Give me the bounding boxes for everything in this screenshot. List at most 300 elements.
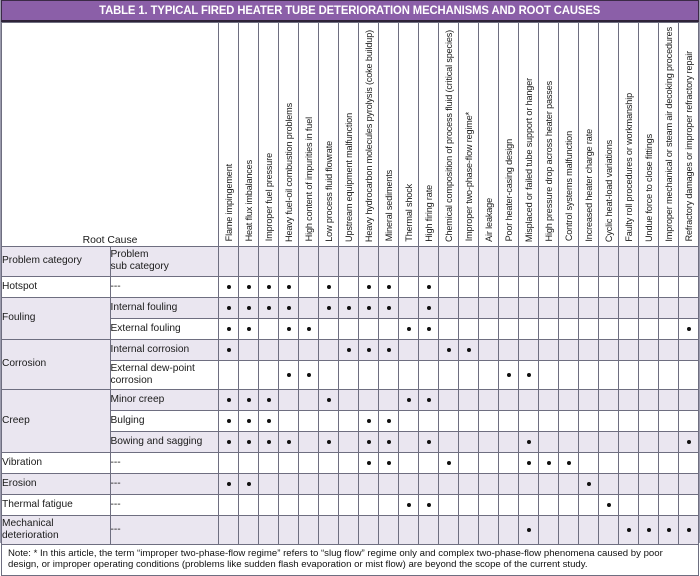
matrix-cell: [259, 431, 279, 452]
table-row: [2, 494, 699, 515]
matrix-cell: [299, 276, 319, 297]
matrix-cell: [479, 494, 499, 515]
mark-dot-icon: [447, 461, 451, 465]
matrix-cell: [659, 360, 679, 389]
subheader-spacer: [419, 246, 439, 276]
mark-dot-icon: [307, 327, 311, 331]
matrix-cell: [419, 494, 439, 515]
matrix-cell: [219, 410, 239, 431]
matrix-cell: [659, 515, 679, 544]
matrix-cell: [679, 318, 699, 339]
matrix-cell: [619, 360, 639, 389]
matrix-cell: [259, 410, 279, 431]
matrix-cell: [459, 473, 479, 494]
matrix-cell: [359, 494, 379, 515]
matrix-cell: [219, 360, 239, 389]
matrix-cell: [639, 410, 659, 431]
column-header-18: [559, 23, 579, 247]
problem-subcategory-cell: ---: [110, 276, 219, 297]
mark-dot-icon: [427, 503, 431, 507]
problem-subcategory-cell: Bowing and sagging: [110, 431, 219, 452]
matrix-cell: [419, 452, 439, 473]
matrix-cell: [679, 494, 699, 515]
matrix-cell: [459, 318, 479, 339]
matrix-cell: [239, 494, 259, 515]
matrix-cell: [479, 297, 499, 318]
matrix-cell: [539, 389, 559, 410]
matrix-cell: [579, 452, 599, 473]
matrix-cell: [399, 494, 419, 515]
subheader-spacer: [679, 246, 699, 276]
mark-dot-icon: [267, 419, 271, 423]
subheader-spacer: [239, 246, 259, 276]
mark-dot-icon: [227, 306, 231, 310]
mark-dot-icon: [247, 306, 251, 310]
table-row: [2, 389, 699, 410]
table-row: [2, 276, 699, 297]
subheader-spacer: [559, 246, 579, 276]
mark-dot-icon: [527, 440, 531, 444]
column-header-label: Control systems malfunction: [564, 131, 574, 242]
matrix-cell: [539, 276, 559, 297]
mark-dot-icon: [267, 285, 271, 289]
mark-dot-icon: [247, 482, 251, 486]
problem-subcategory-cell: Minor creep: [110, 389, 219, 410]
matrix-cell: [379, 431, 399, 452]
subheader-spacer: [539, 246, 559, 276]
column-header-2: [239, 23, 259, 247]
table-row: [2, 297, 699, 318]
matrix-cell: [559, 431, 579, 452]
matrix-cell: [279, 494, 299, 515]
column-header-label: Cyclic heat-load variations: [604, 139, 614, 242]
matrix-cell: [239, 473, 259, 494]
matrix-cell: [399, 410, 419, 431]
matrix-cell: [299, 410, 319, 431]
matrix-cell: [479, 410, 499, 431]
matrix-cell: [639, 318, 659, 339]
page-title: TABLE 1. TYPICAL FIRED HEATER TUBE DETERIORATION MECHANISMS AND ROOT CAUSES: [99, 4, 601, 17]
matrix-cell: [559, 410, 579, 431]
mark-dot-icon: [627, 528, 631, 532]
matrix-cell: [479, 431, 499, 452]
subheader-spacer: [359, 246, 379, 276]
matrix-cell: [319, 452, 339, 473]
matrix-cell: [619, 452, 639, 473]
column-header-19: [579, 23, 599, 247]
problem-subcategory-cell: External fouling: [110, 318, 219, 339]
matrix-cell: [299, 389, 319, 410]
matrix-cell: [659, 389, 679, 410]
matrix-cell: [579, 389, 599, 410]
problem-subcategory-cell: Bulging: [110, 410, 219, 431]
mark-dot-icon: [247, 440, 251, 444]
mark-dot-icon: [507, 373, 511, 377]
matrix-cell: [539, 473, 559, 494]
matrix-cell: [599, 515, 619, 544]
matrix-cell: [459, 494, 479, 515]
matrix-cell: [559, 297, 579, 318]
matrix-cell: [219, 431, 239, 452]
column-header-5: [299, 23, 319, 247]
subheader-spacer: [299, 246, 319, 276]
matrix-cell: [299, 431, 319, 452]
column-header-label: Undue force to close fittings: [644, 133, 654, 242]
matrix-cell: [339, 452, 359, 473]
matrix-cell: [499, 473, 519, 494]
matrix-cell: [559, 515, 579, 544]
matrix-cell: [339, 494, 359, 515]
matrix-cell: [599, 431, 619, 452]
matrix-cell: [499, 276, 519, 297]
matrix-cell: [299, 515, 319, 544]
matrix-cell: [639, 494, 659, 515]
matrix-cell: [339, 389, 359, 410]
subheader-spacer: [639, 246, 659, 276]
mark-dot-icon: [467, 348, 471, 352]
column-header-label: Upstream equipment malfunction: [344, 112, 354, 242]
matrix-cell: [379, 494, 399, 515]
matrix-cell: [579, 410, 599, 431]
matrix-cell: [419, 515, 439, 544]
matrix-cell: [359, 452, 379, 473]
matrix-cell: [459, 360, 479, 389]
matrix-cell: [519, 452, 539, 473]
matrix-cell: [359, 360, 379, 389]
matrix-cell: [399, 276, 419, 297]
matrix-cell: [579, 276, 599, 297]
matrix-cell: [439, 410, 459, 431]
column-header-label: High content of impurities in fuel: [304, 117, 314, 242]
mark-dot-icon: [287, 306, 291, 310]
problem-subcategory-cell: External dew-point corrosion: [110, 360, 219, 389]
column-header-row: [2, 23, 699, 247]
problem-category-cell: Fouling: [2, 297, 111, 339]
matrix-cell: [399, 431, 419, 452]
matrix-cell: [619, 494, 639, 515]
matrix-cell: [519, 431, 539, 452]
matrix-cell: [219, 339, 239, 360]
matrix-cell: [559, 276, 579, 297]
mark-dot-icon: [427, 285, 431, 289]
matrix-cell: [299, 318, 319, 339]
matrix-cell: [559, 494, 579, 515]
matrix-cell: [279, 339, 299, 360]
matrix-cell: [459, 339, 479, 360]
matrix-cell: [259, 297, 279, 318]
matrix-cell: [299, 494, 319, 515]
subheader-spacer: [439, 246, 459, 276]
matrix-cell: [539, 318, 559, 339]
matrix-cell: [299, 297, 319, 318]
mark-dot-icon: [267, 440, 271, 444]
column-header-24: [679, 23, 699, 247]
matrix-cell: [379, 452, 399, 473]
table-row: [2, 515, 699, 544]
mark-dot-icon: [247, 327, 251, 331]
matrix-cell: [679, 452, 699, 473]
column-header-label: Faulty roll procedures or workmanship: [624, 93, 634, 242]
matrix-cell: [319, 389, 339, 410]
matrix-cell: [399, 389, 419, 410]
matrix-cell: [259, 515, 279, 544]
matrix-cell: [499, 389, 519, 410]
matrix-cell: [479, 318, 499, 339]
subheader-spacer: [579, 246, 599, 276]
matrix-cell: [279, 515, 299, 544]
column-header-12: [439, 23, 459, 247]
matrix-cell: [459, 389, 479, 410]
column-header-label: Thermal shock: [404, 183, 414, 242]
column-header-22: [639, 23, 659, 247]
matrix-cell: [399, 515, 419, 544]
matrix-cell: [339, 318, 359, 339]
column-header-3: [259, 23, 279, 247]
mark-dot-icon: [227, 482, 231, 486]
matrix-cell: [479, 389, 499, 410]
column-header-11: [419, 23, 439, 247]
mark-dot-icon: [547, 461, 551, 465]
matrix-cell: [619, 339, 639, 360]
matrix-cell: [639, 276, 659, 297]
matrix-cell: [219, 389, 239, 410]
subheader-spacer: [499, 246, 519, 276]
matrix-cell: [319, 515, 339, 544]
matrix-cell: [599, 318, 619, 339]
mark-dot-icon: [327, 285, 331, 289]
matrix-cell: [639, 339, 659, 360]
matrix-cell: [659, 339, 679, 360]
matrix-cell: [319, 473, 339, 494]
matrix-cell: [519, 297, 539, 318]
column-header-label: Mineral sediments: [384, 170, 394, 242]
matrix-cell: [619, 276, 639, 297]
matrix-cell: [239, 515, 259, 544]
matrix-cell: [679, 473, 699, 494]
column-header-20: [599, 23, 619, 247]
matrix-cell: [559, 318, 579, 339]
matrix-cell: [579, 318, 599, 339]
column-header-10: [399, 23, 419, 247]
matrix-cell: [559, 389, 579, 410]
column-header-8: [359, 23, 379, 247]
matrix-cell: [679, 410, 699, 431]
mark-dot-icon: [527, 528, 531, 532]
matrix-cell: [379, 515, 399, 544]
mark-dot-icon: [287, 373, 291, 377]
matrix-cell: [339, 339, 359, 360]
root-cause-header: Root Cause: [2, 23, 219, 247]
mark-dot-icon: [387, 285, 391, 289]
column-header-17: [539, 23, 559, 247]
matrix-cell: [579, 297, 599, 318]
matrix-cell: [539, 452, 559, 473]
matrix-cell: [519, 515, 539, 544]
mark-dot-icon: [267, 306, 271, 310]
problem-category-cell: Vibration: [2, 452, 111, 473]
mark-dot-icon: [367, 348, 371, 352]
problem-subcategory-cell: ---: [110, 473, 219, 494]
matrix-cell: [679, 431, 699, 452]
matrix-cell: [379, 389, 399, 410]
subheader-spacer: [379, 246, 399, 276]
subheader-spacer: [519, 246, 539, 276]
matrix-cell: [279, 318, 299, 339]
matrix-cell: [619, 473, 639, 494]
subheader-spacer: [399, 246, 419, 276]
matrix-cell: [579, 431, 599, 452]
problem-subcategory-cell: Internal corrosion: [110, 339, 219, 360]
matrix-cell: [399, 339, 419, 360]
mark-dot-icon: [667, 528, 671, 532]
column-header-7: [339, 23, 359, 247]
column-header-label: High pressure drop across heater passes: [544, 81, 554, 242]
matrix-cell: [499, 410, 519, 431]
problem-category-cell: Erosion: [2, 473, 111, 494]
matrix-cell: [599, 389, 619, 410]
matrix-cell: [599, 494, 619, 515]
column-header-label: Low process fluid flowrate: [324, 140, 334, 242]
matrix-cell: [319, 431, 339, 452]
matrix-cell: [639, 360, 659, 389]
matrix-cell: [579, 494, 599, 515]
matrix-cell: [279, 473, 299, 494]
matrix-cell: [579, 515, 599, 544]
matrix-cell: [399, 473, 419, 494]
matrix-cell: [299, 360, 319, 389]
matrix-cell: [639, 297, 659, 318]
column-header-label: Improper two-phase-flow regime*: [464, 112, 474, 242]
matrix-cell: [479, 515, 499, 544]
matrix-cell: [679, 360, 699, 389]
problem-subcategory-cell: Internal fouling: [110, 297, 219, 318]
mark-dot-icon: [367, 285, 371, 289]
matrix-cell: [379, 318, 399, 339]
column-header-6: [319, 23, 339, 247]
matrix-cell: [639, 431, 659, 452]
mark-dot-icon: [367, 419, 371, 423]
matrix-cell: [639, 473, 659, 494]
matrix-cell: [239, 276, 259, 297]
mark-dot-icon: [247, 398, 251, 402]
matrix-cell: [659, 494, 679, 515]
matrix-cell: [599, 276, 619, 297]
matrix-cell: [459, 431, 479, 452]
matrix-cell: [539, 339, 559, 360]
matrix-cell: [239, 389, 259, 410]
matrix-cell: [379, 339, 399, 360]
matrix-cell: [359, 318, 379, 339]
mark-dot-icon: [407, 503, 411, 507]
matrix-cell: [459, 276, 479, 297]
table-row: [2, 339, 699, 360]
matrix-cell: [219, 494, 239, 515]
matrix-cell: [419, 318, 439, 339]
mark-dot-icon: [267, 398, 271, 402]
table-row: [2, 473, 699, 494]
matrix-cell: [479, 452, 499, 473]
matrix-cell: [619, 410, 639, 431]
matrix-cell: [459, 452, 479, 473]
matrix-cell: [479, 360, 499, 389]
matrix-cell: [219, 473, 239, 494]
matrix-cell: [499, 494, 519, 515]
column-header-4: [279, 23, 299, 247]
mark-dot-icon: [427, 440, 431, 444]
matrix-cell: [659, 452, 679, 473]
matrix-cell: [259, 452, 279, 473]
matrix-cell: [439, 389, 459, 410]
column-header-label: High firing rate: [424, 184, 434, 242]
mark-dot-icon: [367, 461, 371, 465]
mark-dot-icon: [527, 373, 531, 377]
matrix-cell: [579, 473, 599, 494]
matrix-cell: [439, 431, 459, 452]
matrix-cell: [459, 515, 479, 544]
matrix-cell: [599, 410, 619, 431]
mark-dot-icon: [387, 306, 391, 310]
matrix-cell: [679, 276, 699, 297]
column-header-label: Misplaced or failed tube support or hanger: [524, 77, 534, 242]
column-header-15: [499, 23, 519, 247]
matrix-cell: [379, 297, 399, 318]
matrix-cell: [379, 360, 399, 389]
matrix-cell: [639, 515, 659, 544]
matrix-cell: [299, 452, 319, 473]
problem-subcategory-cell: ---: [110, 494, 219, 515]
matrix-cell: [359, 473, 379, 494]
mark-dot-icon: [387, 348, 391, 352]
mark-dot-icon: [407, 398, 411, 402]
column-header-label: Air leakage: [484, 197, 494, 242]
matrix-cell: [439, 494, 459, 515]
subheader-spacer: [279, 246, 299, 276]
matrix-cell: [559, 452, 579, 473]
matrix-cell: [279, 452, 299, 473]
table-footnote: Note: * In this article, the term “improper two-phase-flow regime” refers to “slug flow” regime only and complex two-phase-flow phenomena caused by poor design, or improper operating conditions (problems like sudden flash evaporation or mist flow) are beyond the scope of the current study.: [1, 545, 699, 576]
matrix-cell: [439, 452, 459, 473]
matrix-cell: [639, 452, 659, 473]
mark-dot-icon: [367, 440, 371, 444]
matrix-cell: [539, 410, 559, 431]
column-header-label: Heavy fuel-oil combustion problems: [284, 102, 294, 242]
matrix-cell: [239, 452, 259, 473]
matrix-cell: [239, 318, 259, 339]
matrix-cell: [579, 339, 599, 360]
matrix-cell: [399, 360, 419, 389]
mark-dot-icon: [687, 528, 691, 532]
mark-dot-icon: [327, 440, 331, 444]
problem-category-cell: Hotspot: [2, 276, 111, 297]
matrix-cell: [419, 360, 439, 389]
matrix-cell: [319, 339, 339, 360]
matrix-cell: [319, 297, 339, 318]
matrix-cell: [339, 410, 359, 431]
column-header-label: Flame impingement: [224, 164, 234, 242]
matrix-cell: [359, 515, 379, 544]
mark-dot-icon: [227, 440, 231, 444]
matrix-cell: [279, 389, 299, 410]
problem-category-cell: Mechanical deterioration: [2, 515, 111, 544]
matrix-cell: [239, 339, 259, 360]
subheader-spacer: [659, 246, 679, 276]
matrix-cell: [439, 318, 459, 339]
matrix-cell: [499, 297, 519, 318]
matrix-cell: [519, 410, 539, 431]
matrix-cell: [419, 276, 439, 297]
matrix-cell: [539, 515, 559, 544]
matrix-cell: [419, 297, 439, 318]
